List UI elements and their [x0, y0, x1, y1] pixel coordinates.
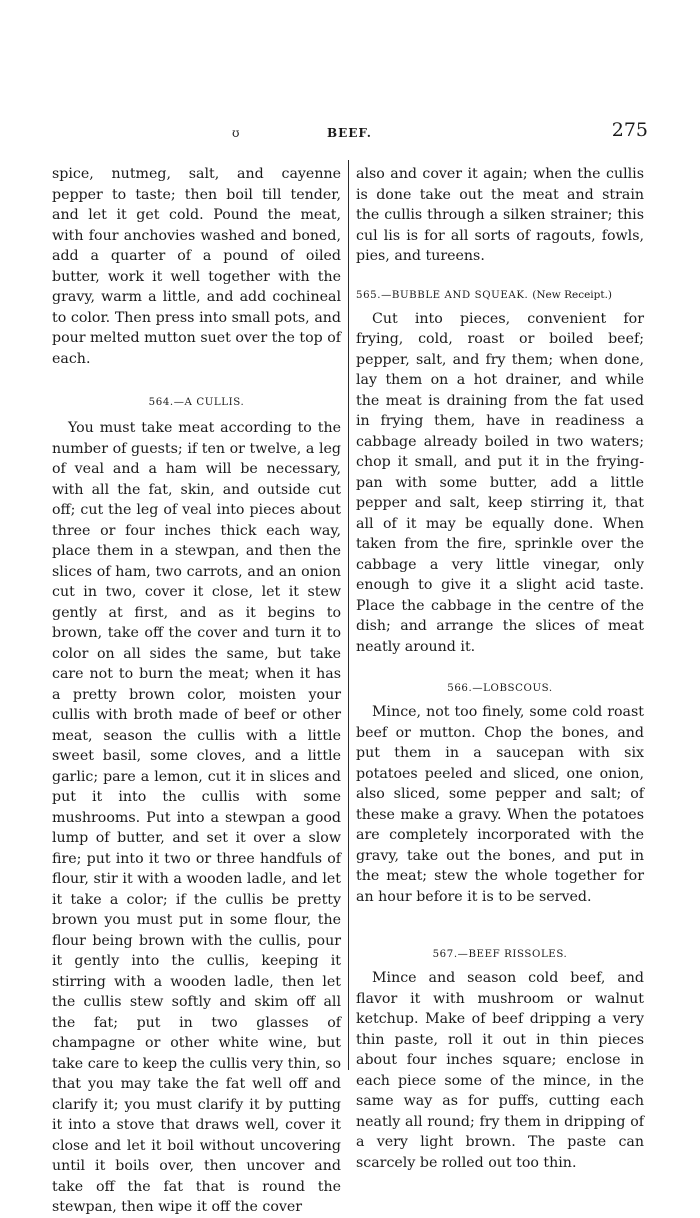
recipe-564-heading: 564.—A CULLIS.: [148, 397, 245, 408]
page-number: 275: [611, 119, 648, 141]
recipe-564-body: You must take meat according to the number of guests; if ten or twelve, a leg of veal and a ham will be necessary, with all the fat, skin, and outside cut off; cut the leg of veal into pieces about three or four inches thick each way, place them in a stewpan, and then the slices of ham, two carrots, and an onion cut in two, cover it close, let it stew gently at first, and as it begins to brown, take off the cover and turn it to color on all sides the same, but take care not to burn the meat; when it has a pretty brown color, moisten your cullis with broth made of beef or other meat, season the cullis with a little sweet basil, some cloves, and a little garlic; pare a lemon, cut it in slices and put it into the cullis with some mushrooms. Put into a stewpan a good lump of butter, and set it over a slow fire; put into it two or three handfuls of flour, stir it with a wooden ladle, and let it take a color; if the cullis be pretty brown you must put in some flour, the flour being brown with the cullis, pour it gently into the cullis, keeping it stirring with a wooden ladle, then let the cullis stew softly and skim off all the fat; put in two glasses of champagne or other white wine, but take care to keep the cullis very thin, so that you may take the fat well off and clarify it; you must clarify it by putting it into a stove that draws well, cover it close and let it boil without uncovering until it boils over, then uncover and take off the fat that is round the stewpan, then wipe it off the cover: [52, 420, 341, 1215]
recipe-567-heading: 567.—BEEF RISSOLES.: [432, 949, 568, 960]
recipe-566-heading: 566.—LOBSCOUS.: [447, 683, 553, 694]
right-column: [356, 164, 644, 1173]
running-title: BEEF.: [327, 126, 372, 140]
header-ornament: ʊ: [232, 126, 240, 140]
recipe-567-body: Mince and season cold beef, and flavor it with mushroom or walnut ketchup. Make of beef dripping a very thin paste, roll it out in thin pieces about four inches square; enclose in each piece some of the mince, in the same way as for puffs, cutting each neatly all round; fry them in dripping of a very light brown. The paste can scarcely be rolled out too thin.: [356, 970, 644, 1171]
recipe-565-heading-line: [356, 289, 644, 301]
continued-paragraph: spice, nutmeg, salt, and cayenne pepper to taste; then boil till tender, and let it get cold. Pound the meat, with four anchovies washed and boned, add a quarter of a pound of oiled butter, work it well together with the gravy, warm a little, and add cochineal to color. Then press into small pots, and pour melted mutton suet over the top of each.: [52, 166, 341, 367]
continued-paragraph-right: also and cover it again; when the cullis is done take out the meat and strain the cullis through a silken strainer; this cul lis is for all sorts of ragouts, fowls, pies, and tureens.: [356, 166, 644, 264]
recipe-565-subheading: (New Receipt.): [532, 288, 613, 301]
recipe-565-body: Cut into pieces, convenient for frying, cold, roast or boiled beef; pepper, salt, and fry them; when done, lay them on a hot drainer, and while the meat is draining from the fat used in frying them, have in readiness a cabbage already boiled in two waters; chop it small, and put it in the frying-pan with some butter, add a little pepper and salt, keep stirring it, that all of it may be equally done. When taken from the fire, sprinkle over the cabbage a very little vinegar, only enough to give it a slight acid taste. Place the cabbage in the centre of the dish; and arrange the slices of meat neatly around it.: [356, 310, 644, 655]
recipe-565-heading: 565.—BUBBLE AND SQUEAK.: [356, 289, 529, 301]
column-divider: [348, 160, 349, 1070]
running-header: [0, 118, 700, 148]
recipe-566-body: Mince, not too finely, some cold roast beef or mutton. Chop the bones, and put them in a saucepan with six potatoes peeled and sliced, one onion, also sliced, some pepper and salt; of these make a gravy. When the potatoes are completely incorporated with the gravy, take out the bones, and put in the meat; stew the whole together for an hour before it is to be served.: [356, 704, 644, 905]
left-column: [52, 164, 341, 1218]
